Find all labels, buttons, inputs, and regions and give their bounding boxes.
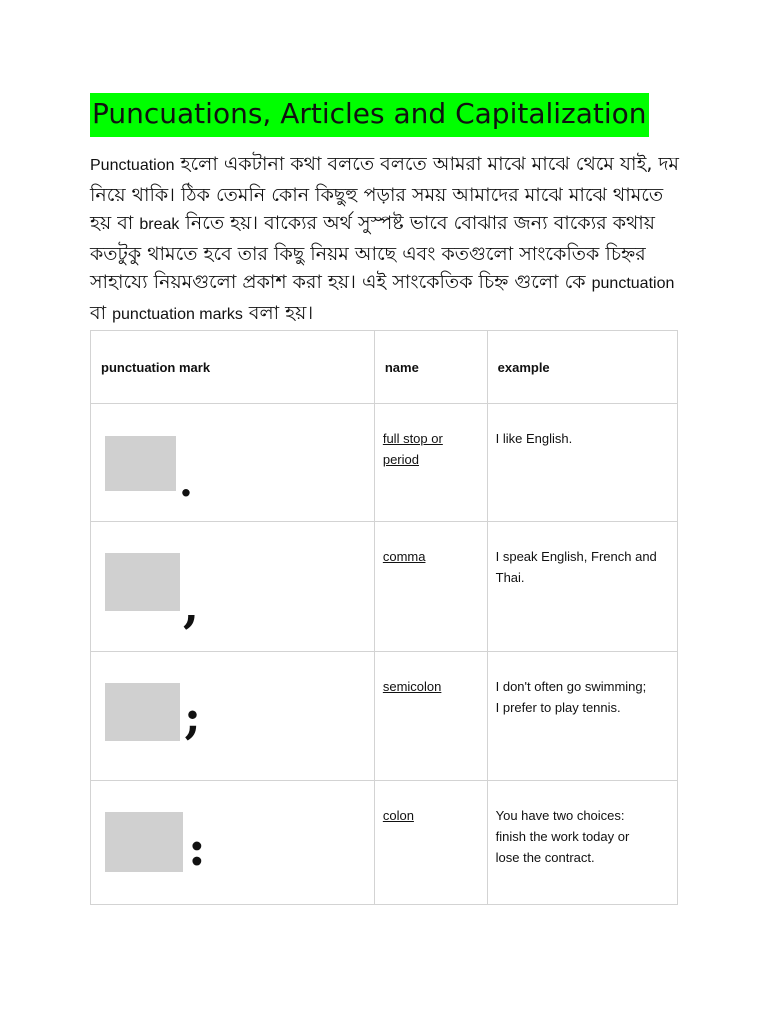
- page-title: Puncuations, Articles and Capitalization: [90, 93, 649, 137]
- intro-bn-2: নিতে হয়। বাক্যের অর্থ সুস্পষ্ট ভাবে বোঝার জন্য বাক্যের কথায় কতটুকু থামতে হবে তার কিছু নিয়ম আছে এবং কতগুলো সাংকেতিক চিহ্নর সাহায্যে নিয়মগুলো প্রকাশ করা হয়। এই সাংকেতিক চিহ্ন গুলো কে: [90, 212, 656, 293]
- mark-cell: [91, 652, 375, 781]
- intro-bn-3: বা: [90, 301, 113, 324]
- example-text: I like English.: [495, 431, 573, 446]
- example-text: I don't often go swimming;: [495, 679, 647, 694]
- intro-en-1: Punctuation: [90, 157, 175, 174]
- image-placeholder: [105, 812, 183, 872]
- example-cell: [487, 781, 677, 905]
- example-text: I prefer to play tennis.: [495, 700, 621, 715]
- example-text: I speak English, French and: [495, 549, 657, 564]
- mark-cell: [91, 404, 375, 522]
- intro-en-3: punctuation: [591, 275, 675, 292]
- table-row: [91, 781, 678, 905]
- image-placeholder: [105, 683, 180, 741]
- intro-en-2: break: [139, 216, 180, 233]
- name-link[interactable]: full stop or period: [382, 431, 443, 467]
- name-link[interactable]: colon: [382, 808, 414, 823]
- mark-cell: [91, 522, 375, 652]
- header-cell-name: name: [374, 331, 487, 404]
- example-text: lose the contract.: [495, 850, 595, 865]
- name-cell: [374, 522, 487, 652]
- example-cell: [487, 522, 677, 652]
- header-cell-example: example: [487, 331, 677, 404]
- example-text: Thai.: [495, 570, 525, 585]
- intro-en-4: punctuation marks: [112, 305, 243, 323]
- mark-cell: [91, 781, 375, 905]
- example-cell: [487, 652, 677, 781]
- example-cell: [487, 404, 677, 522]
- table-row: [91, 522, 678, 652]
- mark-glyph: ;: [184, 690, 201, 744]
- mark-glyph: ,: [183, 579, 200, 633]
- example-text: finish the work today or: [495, 829, 630, 844]
- example-text: You have two choices:: [495, 808, 625, 823]
- name-link[interactable]: comma: [382, 549, 426, 564]
- intro-bn-4: বলা হয়।: [242, 301, 314, 324]
- name-link[interactable]: semicolon: [382, 679, 442, 694]
- header-cell-mark: punctuation mark: [91, 331, 375, 404]
- name-cell: [374, 652, 487, 781]
- image-placeholder: [105, 436, 176, 491]
- intro-paragraph: [90, 150, 690, 329]
- table-row: [91, 652, 678, 781]
- image-placeholder: [105, 553, 180, 611]
- punctuation-table: [90, 330, 678, 905]
- name-cell: [374, 781, 487, 905]
- table-header-row: [91, 331, 678, 404]
- name-cell: [374, 404, 487, 522]
- table-row: [91, 404, 678, 522]
- mark-glyph: :: [188, 821, 206, 877]
- mark-glyph: .: [179, 459, 193, 506]
- intro-bn-1: হলো একটানা কথা বলতে বলতে আমরা মাঝে মাঝে থেমে যাই, দম নিয়ে থাকি। ঠিক তেমনি কোন কিছুহু পড়ার সময় আমাদের মাঝে মাঝে থামতে হয় বা: [90, 153, 679, 234]
